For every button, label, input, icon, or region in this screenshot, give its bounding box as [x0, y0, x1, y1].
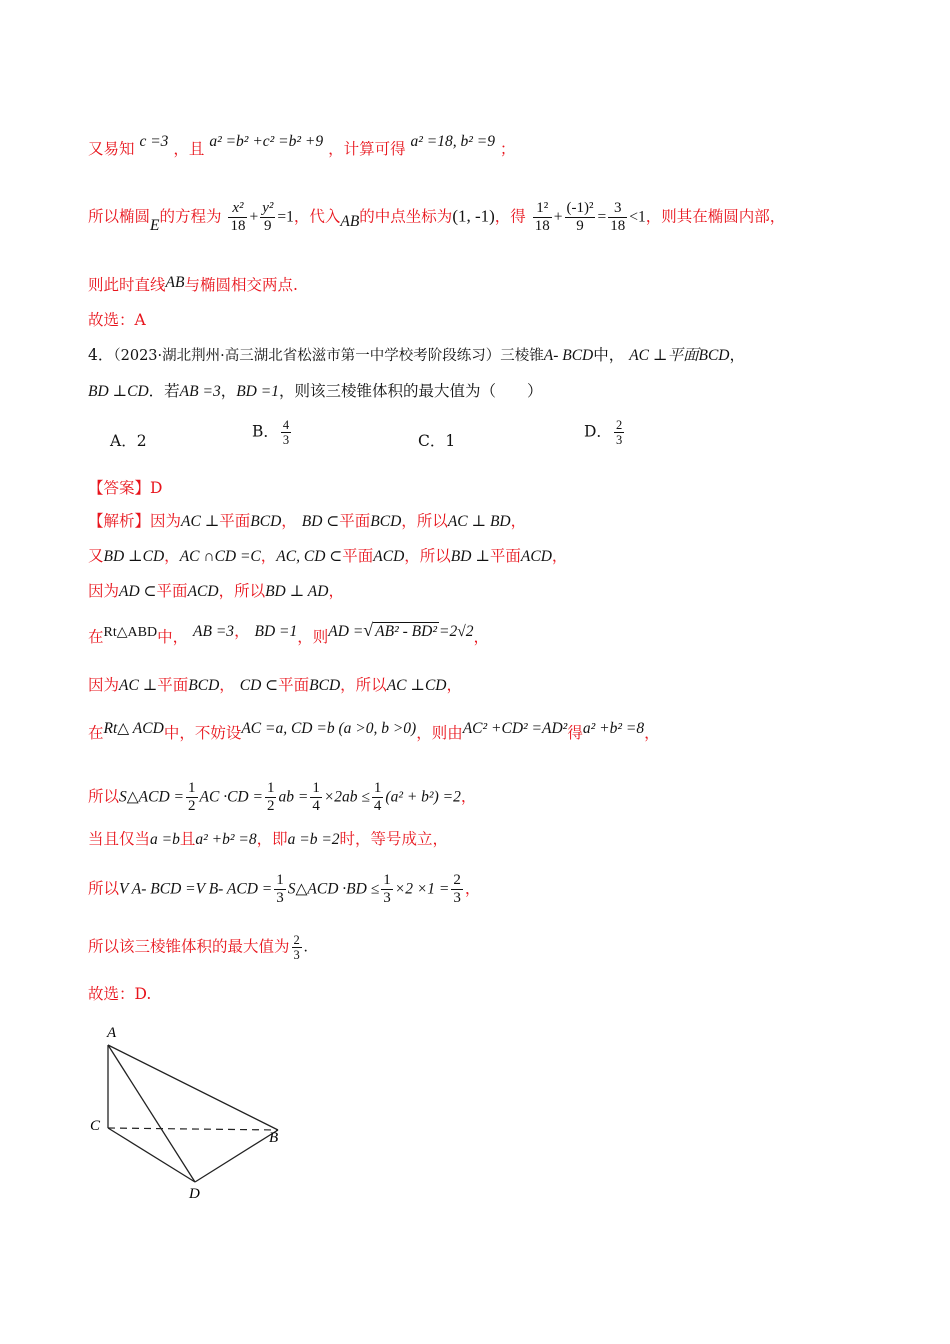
option-c[interactable]: C．1: [418, 432, 456, 450]
denominator: 3: [615, 433, 623, 447]
math-E: E: [150, 216, 160, 234]
fraction-neg1-9: [565, 200, 596, 235]
math: AD ⊂: [119, 583, 157, 600]
text: 平面: [489, 547, 521, 565]
numerator: 1: [188, 780, 196, 796]
edge-CD: [108, 1128, 195, 1182]
solution-step-1: [88, 510, 526, 533]
edge-CB-hidden: [108, 1128, 278, 1130]
text: 的方程为: [159, 207, 222, 226]
numerator: 1: [276, 872, 284, 888]
numerator: y²: [262, 200, 274, 216]
text: ，: [234, 622, 250, 640]
text: 的中点坐标为: [359, 207, 453, 226]
text: 所以该三棱锥体积的最大值为: [88, 937, 290, 956]
text: 所以椭圆: [88, 207, 151, 226]
math: CD ⊂: [239, 677, 279, 694]
text: .: [303, 938, 308, 956]
text: ，: [328, 582, 344, 600]
option-b-label: B．: [252, 422, 279, 441]
text: ，则该三棱锥体积的最大值为（ ）: [278, 382, 543, 400]
text: ，则由: [416, 724, 463, 742]
text: 中，: [593, 346, 625, 364]
text: ，计算可得: [328, 140, 406, 158]
question-source: （2023·湖北荆州·高三湖北省松滋市第一中学校考阶段练习）三棱锥: [113, 348, 544, 364]
numerator: 1: [312, 780, 320, 796]
math-a2-b2-values: a² =18, b² =9: [410, 133, 495, 150]
numerator: 2: [453, 872, 461, 888]
text: ，得: [494, 207, 526, 226]
choice-line-A: 故选：A: [88, 311, 146, 329]
math: BD ⊥: [450, 548, 490, 565]
text: ，: [460, 787, 477, 806]
text: 则此时直线: [88, 276, 166, 294]
numerator: (-1)²: [566, 200, 594, 216]
text: 得: [567, 724, 583, 742]
text: ，且: [173, 140, 205, 158]
text: 当且仅当: [88, 830, 151, 848]
denominator: 3: [383, 890, 391, 906]
numerator: 4: [282, 418, 290, 432]
math: AC =a, CD =b (a >0, b >0): [241, 720, 417, 737]
solution-step-8: [88, 828, 448, 851]
text: ，即: [256, 830, 288, 848]
math: a² +b² =8: [582, 720, 645, 737]
text: ，所以: [404, 547, 451, 565]
math: S△ACD =: [119, 788, 185, 806]
numerator: x²: [228, 200, 247, 218]
text: 且: [179, 830, 196, 848]
math: BCD: [250, 513, 282, 530]
math: ACD: [187, 583, 219, 600]
option-d-label: D．: [584, 422, 612, 441]
math-midpoint: (1, -1): [452, 206, 495, 226]
solution-line-c-value: [88, 133, 516, 161]
math-tetrahedron: A- BCD: [543, 347, 594, 364]
fraction-1-2: [186, 780, 198, 815]
text: 所以: [88, 879, 120, 898]
numerator: 1²: [533, 200, 552, 218]
text: 在: [88, 724, 104, 742]
math: AC ⊥: [119, 677, 158, 694]
text: ，则: [297, 628, 329, 646]
text: ，: [464, 879, 481, 898]
denominator: 4: [373, 798, 382, 814]
choice-line-D: 故选：D.: [88, 985, 152, 1003]
denominator: 3: [293, 948, 300, 962]
text: 平面: [342, 547, 374, 565]
fraction-2-3: [451, 872, 463, 907]
math: AD =: [328, 623, 364, 640]
math-AB: AB: [165, 274, 185, 291]
fraction-1-4: [372, 780, 384, 815]
fraction-1-2: [265, 780, 277, 815]
denominator: 18: [230, 218, 246, 234]
math: ACD: [520, 548, 552, 565]
math: BD ⊥ AD: [265, 583, 329, 600]
math-c-eq-3: c =3: [139, 133, 169, 150]
math: AC ∩CD =C: [179, 548, 261, 565]
text: ，: [220, 382, 237, 400]
math-BD-perp-CD: BD ⊥CD: [88, 383, 149, 400]
text: 中，不妨设: [163, 724, 242, 742]
text: ，: [510, 512, 527, 530]
question-4-stem-line2: [88, 380, 542, 403]
math: BD ⊂: [301, 513, 340, 530]
text: 【解析】因为: [88, 512, 182, 530]
text: ，: [260, 547, 277, 565]
solution-step-2: [88, 545, 567, 568]
text: 平面: [339, 512, 371, 530]
numerator: 1: [266, 780, 275, 796]
solution-step-3: [88, 580, 344, 603]
math: BCD: [309, 677, 341, 694]
math: a =b: [150, 831, 180, 848]
denominator: 3: [276, 890, 284, 906]
text: 又: [88, 547, 104, 565]
fraction-x2-18: [228, 200, 247, 235]
math: BD ⊥CD: [103, 548, 165, 565]
math: Rt△ ACD: [103, 720, 164, 737]
text: 因为: [88, 582, 120, 600]
math: AC ⊥ BD: [447, 513, 511, 530]
math: ab =: [278, 788, 309, 806]
math: AC ⊥CD: [386, 677, 447, 694]
question-4-stem: [88, 344, 745, 367]
text: ，: [281, 512, 297, 530]
numerator: 2: [615, 418, 623, 432]
text: ，代入: [293, 207, 341, 226]
math-radicand: AB² - BD²: [375, 623, 437, 640]
math: BCD: [188, 677, 220, 694]
math: a =b =2: [287, 831, 340, 848]
math-a2-eq: a² =b² +c² =b² +9: [209, 133, 324, 150]
math: AC² +CD² =AD²: [462, 720, 568, 737]
text: 中，: [157, 628, 189, 646]
math: Rt△ABD: [103, 625, 158, 640]
fraction-4-3: [281, 418, 291, 447]
fraction-2-3: [292, 933, 302, 962]
text: 平面: [156, 582, 188, 600]
text: 在: [88, 628, 104, 646]
option-a[interactable]: A．2: [110, 432, 147, 450]
numerator: 1: [373, 780, 382, 796]
math: V A- BCD =V B- ACD =: [119, 880, 273, 898]
text: ，所以: [340, 676, 387, 694]
denominator: 3: [282, 433, 290, 447]
fraction-1-3: [274, 872, 286, 907]
fraction-2-3: [614, 418, 624, 447]
edge-DB: [195, 1130, 278, 1182]
solution-step-9: [88, 872, 480, 907]
edge-AB: [108, 1045, 278, 1130]
denominator: 4: [312, 798, 320, 814]
math: AC ·CD =: [199, 788, 263, 806]
edge-AD: [108, 1045, 195, 1182]
math-AB-eq-3: AB =3: [179, 383, 221, 400]
math: (a² + b²) =2: [385, 788, 461, 806]
vertex-label-D: D: [189, 1186, 200, 1202]
numerator: 1: [383, 872, 391, 888]
math-AB: AB: [340, 212, 360, 230]
math-plus: +: [553, 208, 563, 226]
text: 时，等号成立，: [339, 830, 449, 848]
math: ACD: [373, 548, 405, 565]
numerator: 3: [608, 200, 627, 218]
vertex-label-A: A: [107, 1025, 117, 1041]
text: ，所以: [218, 582, 266, 600]
text: ，则其在椭圆内部，: [645, 207, 786, 226]
option-b[interactable]: [252, 418, 293, 447]
denominator: 9: [576, 218, 584, 234]
math-eq: =: [597, 208, 607, 226]
fraction-1-18: [533, 200, 552, 235]
question-number: 4．: [88, 346, 114, 364]
text: 平面: [157, 676, 189, 694]
solution-step-5: [88, 674, 462, 697]
text: ，: [644, 724, 660, 742]
numerator: 2: [293, 933, 300, 947]
fraction-y2-9: [260, 200, 275, 235]
math: AC ⊥: [181, 513, 220, 530]
denominator: 2: [266, 798, 275, 814]
denominator: 2: [188, 798, 196, 814]
text: ；: [499, 140, 516, 158]
answer-label: 【答案】D: [88, 479, 163, 497]
text: ，: [164, 547, 180, 565]
denominator: 9: [264, 218, 272, 234]
solution-step-7: [88, 780, 476, 815]
fraction-3-18: [608, 200, 627, 235]
text: 与椭圆相交两点.: [184, 276, 298, 294]
text: ，: [729, 346, 745, 364]
text: 平面: [278, 676, 310, 694]
fraction-1-3: [381, 872, 393, 907]
math-AC-perp-plane: AC ⊥平面BCD: [629, 347, 730, 364]
solution-line-intersect: [88, 274, 298, 297]
tetrahedron-figure: [80, 1020, 300, 1210]
math: S△ACD ·BD ≤: [287, 880, 380, 898]
vertex-label-C: C: [90, 1118, 101, 1134]
fraction-1-4: [310, 780, 322, 815]
denominator: 3: [453, 890, 461, 906]
text: 又易知: [88, 140, 135, 158]
solution-step-10: [88, 933, 308, 962]
math-eq-1: =1: [277, 208, 294, 226]
math: AB =3: [193, 623, 235, 640]
text: 所以: [88, 787, 120, 806]
denominator: 18: [610, 218, 626, 234]
math: AC, CD ⊂: [276, 548, 343, 565]
math: BD =1: [254, 623, 298, 640]
math: ×2ab ≤: [323, 788, 370, 806]
text: ，: [446, 676, 462, 694]
text: 因为: [88, 676, 120, 694]
math-BD-eq-1: BD =1: [236, 383, 279, 400]
math-plus: +: [249, 208, 259, 226]
text: ．若: [148, 382, 180, 400]
math-lt-1: <1: [629, 208, 646, 226]
option-d[interactable]: [584, 418, 626, 447]
text: ，: [473, 628, 489, 646]
vertex-label-B: B: [269, 1130, 279, 1146]
radical-sign: √: [363, 620, 374, 640]
math: BCD: [370, 513, 402, 530]
solution-line-ellipse-equation: [88, 200, 785, 235]
text: ，: [219, 676, 235, 694]
solution-step-4: [88, 620, 489, 650]
math: =2√2: [438, 623, 474, 640]
solution-step-6: [88, 722, 660, 745]
text: 平面: [219, 512, 251, 530]
math: a² +b² =8: [195, 831, 257, 848]
text: ，: [551, 547, 568, 565]
denominator: 18: [534, 218, 550, 234]
text: ，所以: [401, 512, 448, 530]
math: ×2 ×1 =: [394, 880, 450, 898]
